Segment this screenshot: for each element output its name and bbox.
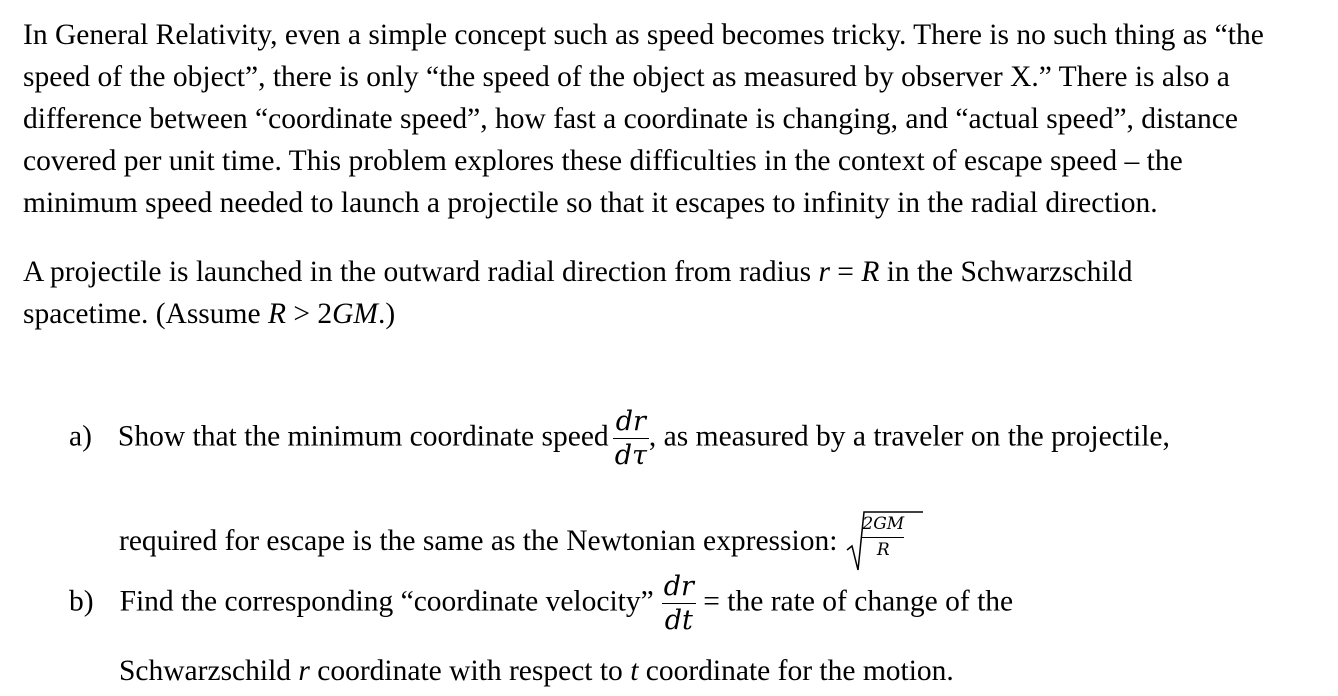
part-a-line-2: [119, 510, 925, 576]
part-a-text-2: , as measured by a traveler on the projectile,: [648, 420, 1170, 453]
sqrt-expression: [845, 510, 925, 576]
problem-statement: [23, 14, 1323, 335]
part-b-math-t: t: [630, 655, 639, 687]
part-b-line-2-text-1: Schwarzschild: [119, 655, 299, 687]
part-b-line-2: [119, 650, 954, 692]
part-a-line-2-text: required for escape is the same as the Newtonian expression:: [119, 524, 838, 557]
p2-math-r: r: [818, 256, 830, 288]
part-a-fraction: [613, 408, 649, 469]
p2-text-2: in the Schwarzschild spacetime. (Assume: [23, 256, 1133, 330]
p2-text-1: A projectile is launched in the outward radial direction from radius: [23, 256, 819, 288]
part-b-math-r: r: [298, 655, 310, 687]
part-a-frac-bar: [613, 438, 649, 439]
part-a-text-1: Show that the minimum coordinate speed: [117, 420, 609, 453]
part-b-fraction: [662, 573, 696, 634]
part-a-frac-num: dr: [615, 406, 646, 437]
p2-gt: > 2: [285, 298, 333, 330]
p2-math-R: R: [861, 256, 880, 288]
p2-math-R2: R: [267, 298, 286, 330]
part-b-text-1: Find the corresponding “coordinate velocity”: [119, 585, 654, 618]
part-b-text-2: = the rate of change of the: [695, 585, 1014, 618]
sqrt-num: 2GM: [862, 514, 905, 534]
part-b-line-1: [69, 573, 1013, 634]
part-b-frac-den: dt: [664, 605, 693, 636]
sqrt-den: R: [876, 540, 890, 560]
p2-text-3: .): [378, 298, 396, 330]
part-b-frac-bar: [662, 603, 696, 604]
part-a-frac-den: dτ: [614, 440, 647, 471]
p2-math-GM: GM: [332, 298, 379, 330]
sqrt-fraction: [862, 516, 904, 559]
part-b-label: b): [69, 585, 94, 618]
p2-eq: =: [829, 256, 862, 288]
part-b-line-2-text-2: coordinate with respect to: [309, 655, 631, 687]
part-a-label: a): [69, 420, 92, 453]
intro-paragraph-1: In General Relativity, even a simple concept such as speed becomes tricky. There is no such thing as “the speed of the object”, there is only “the speed of the object as measured by observer X.” There is also a difference between “coordinate speed”, how fast a coordinate is changing, and “actual speed”, distance covered per unit time. This problem explores these difficulties in the context of escape speed – the minimum speed needed to launch a projectile so that it escapes to infinity in the radial direction.: [23, 19, 1264, 219]
sqrt-frac-bar: [862, 537, 904, 538]
part-b-line-2-text-3: coordinate for the motion.: [638, 655, 954, 687]
part-b-frac-num: dr: [663, 571, 694, 602]
intro-paragraph-2: [23, 251, 1263, 335]
part-a-line-1: [69, 408, 1170, 469]
